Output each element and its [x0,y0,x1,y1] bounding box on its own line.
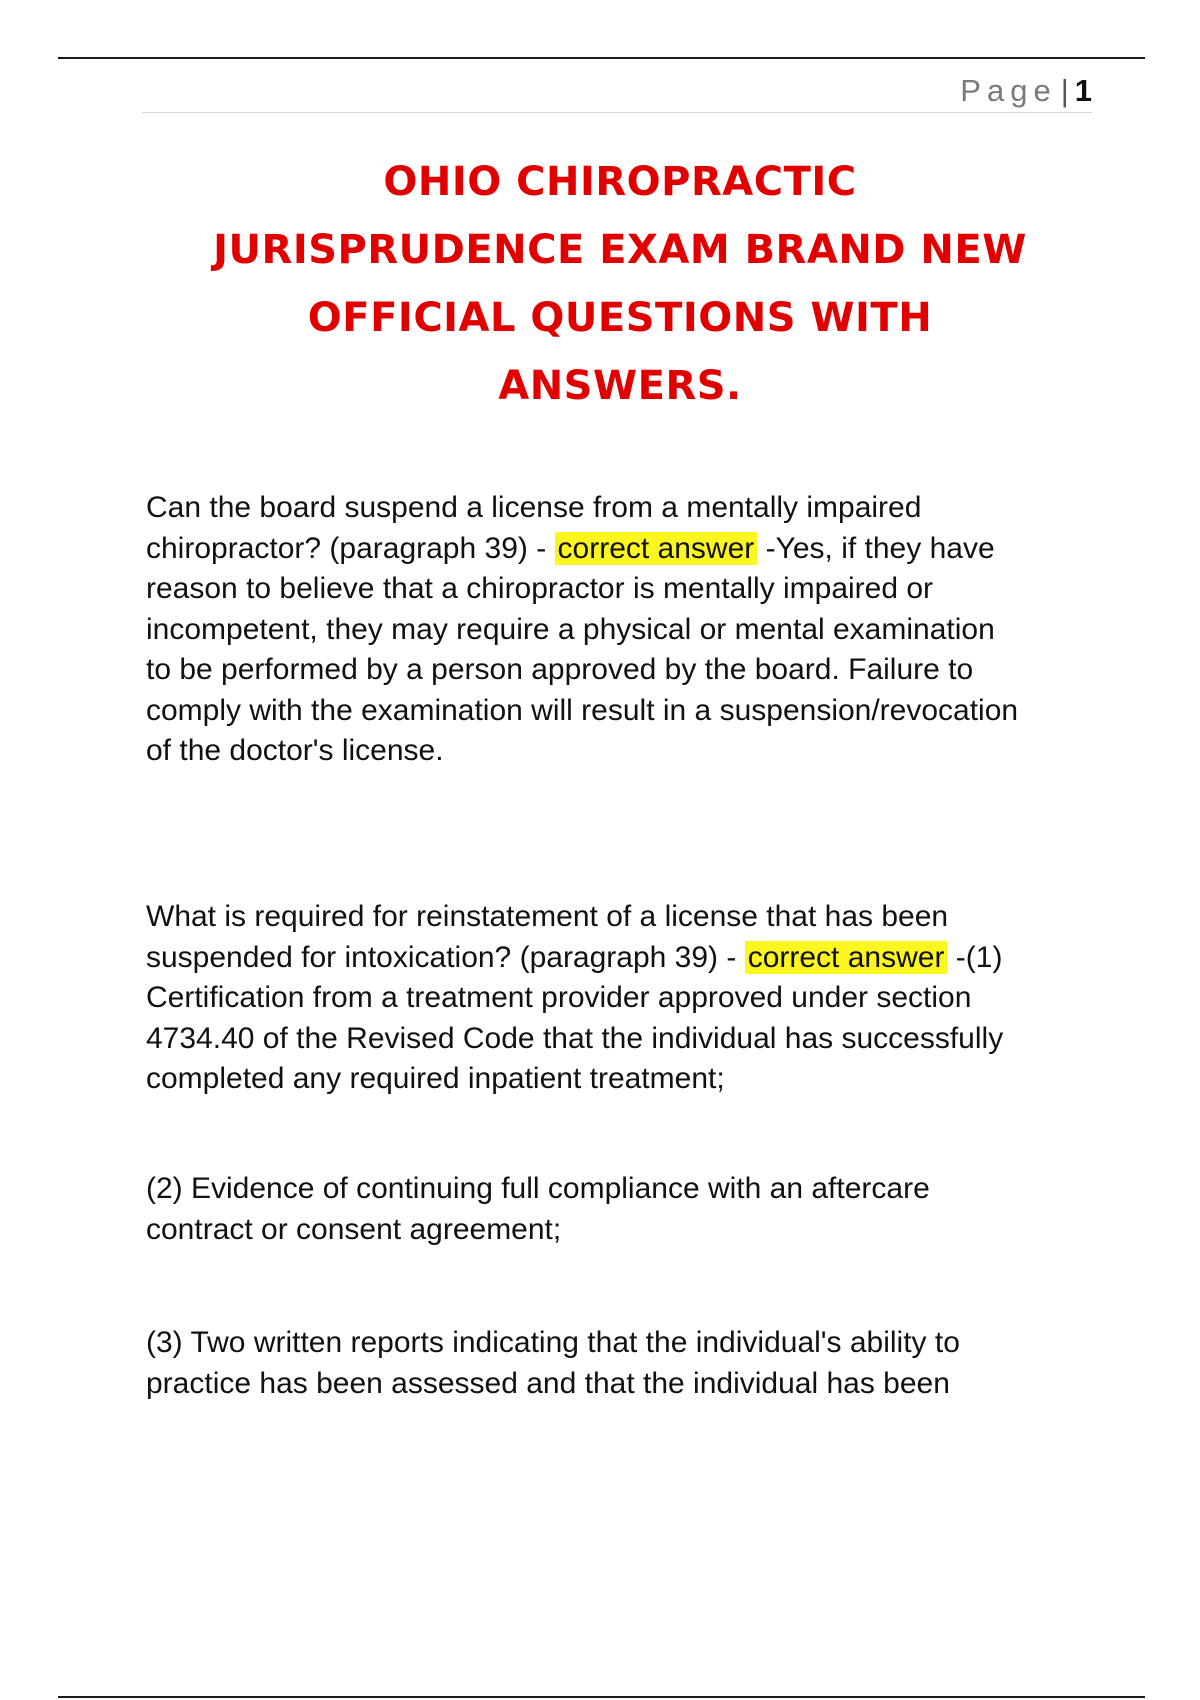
answer-text: Certification from a treatment provider approved under section [146,981,972,1014]
question-text-line [146,938,1146,979]
correct-answer-highlight: correct answer [555,532,758,565]
answer-text: reason to believe that a chiropractor is mentally impaired or [146,572,934,605]
question-text: chiropractor? (paragraph 39) - [146,531,555,565]
answer-paragraph-2 [146,1169,1146,1250]
title-line: ANSWERS. [498,363,742,409]
answer-text: 4734.40 of the Revised Code that the individual has successfully [146,1021,1004,1055]
answer-text: comply with the examination will result in a suspension/revocation [146,693,1019,727]
qa-item-2 [146,897,1146,1100]
title-line: JURISPRUDENCE EXAM BRAND NEW [213,227,1027,273]
title-line: OFFICIAL QUESTIONS WITH [307,295,933,341]
answer-text: -(1) [947,940,1003,974]
page-label: Page [960,73,1057,108]
answer-text: incompetent, they may require a physical or mental examination [146,612,995,646]
paragraph-text: (2) Evidence of continuing full compliance with an aftercare [146,1172,930,1205]
question-text: What is required for reinstatement of a license that has been [146,900,949,933]
answer-text: to be performed by a person approved by the board. Failure to [146,653,974,686]
qa-item-1 [146,488,1146,772]
document-title [130,148,1110,420]
answer-text: completed any required inpatient treatment; [146,1062,725,1095]
page-header [142,70,1092,113]
question-text: Can the board suspend a license from a mentally impaired [146,491,922,524]
paragraph-text: practice has been assessed and that the individual has been [146,1366,950,1400]
page-separator: | [1060,73,1069,108]
question-text-line [146,529,1146,570]
answer-paragraph-3 [146,1323,1146,1404]
title-line: OHIO CHIROPRACTIC [383,159,857,205]
correct-answer-highlight: correct answer [745,941,948,974]
answer-text: -Yes, if they have [757,531,995,565]
paragraph-text: (3) Two written reports indicating that the individual's ability to [146,1326,960,1359]
paragraph-text: contract or consent agreement; [146,1212,562,1246]
page-number: 1 [1074,73,1092,108]
answer-text: of the doctor's license. [146,734,444,767]
question-text: suspended for intoxication? (paragraph 39) - [146,940,745,974]
bottom-rule [58,1696,1145,1698]
top-rule [58,57,1145,59]
